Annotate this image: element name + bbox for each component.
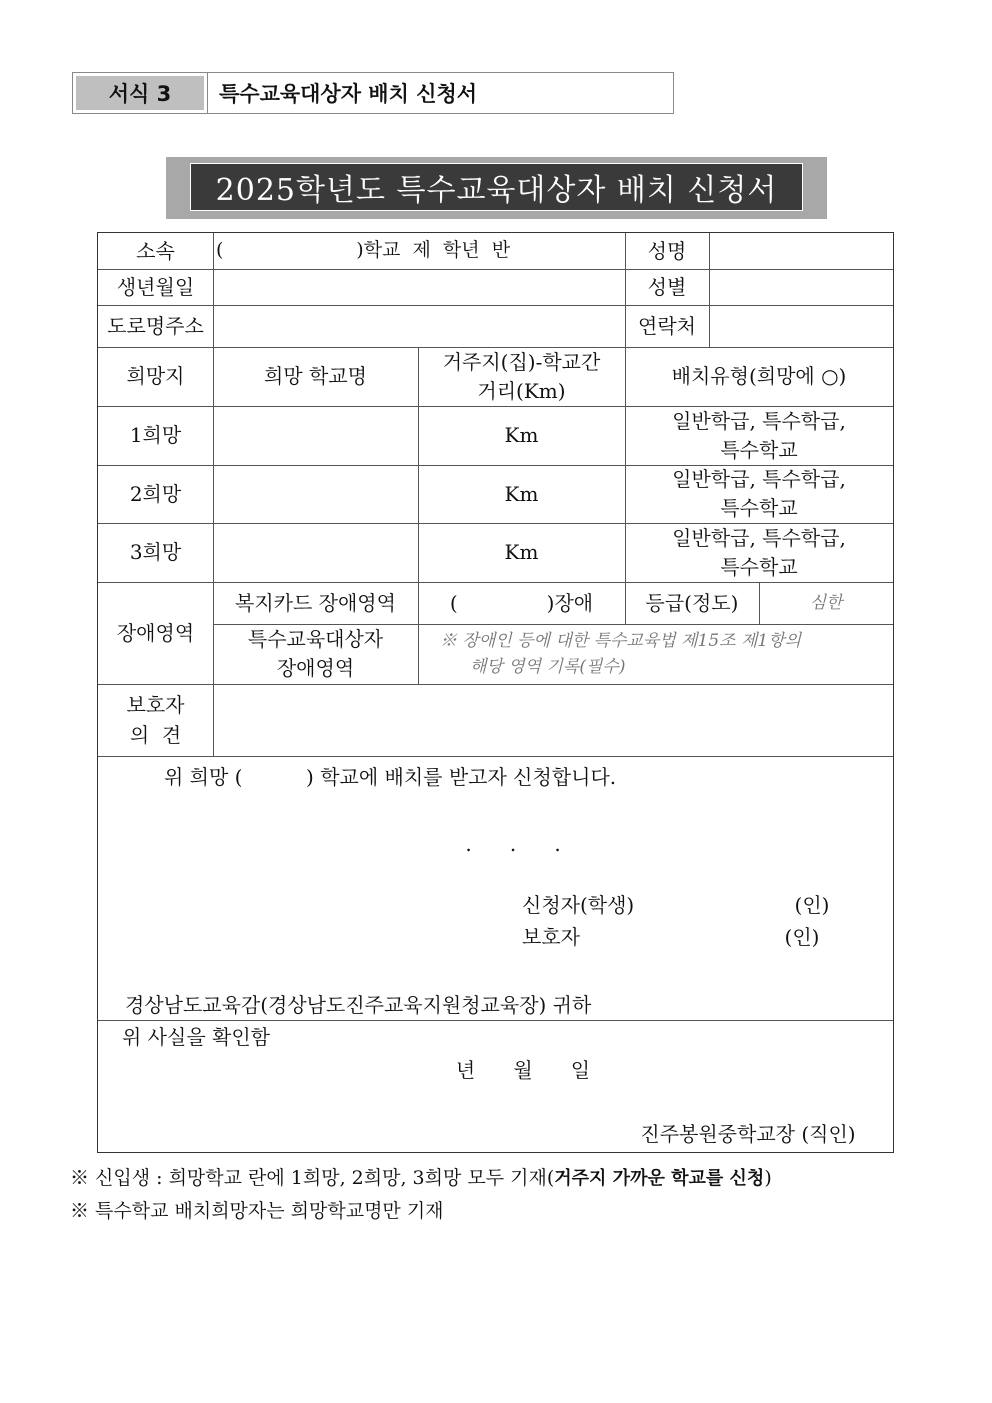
gender-field[interactable] xyxy=(709,269,893,305)
choice-1-school-field[interactable] xyxy=(213,406,418,465)
form-number-header xyxy=(72,72,674,114)
special-ed-note-line2: 해당 영역 기록(필수) xyxy=(470,657,626,677)
confirm-signer: 진주봉원중학교장 (직인) xyxy=(640,1121,856,1146)
special-ed-label-line2: 장애영역 xyxy=(276,656,355,680)
footnote-2: ※ 특수학교 배치희망자는 희망학교명만 기재 xyxy=(70,1200,444,1222)
footnote-1-suffix: ) xyxy=(764,1167,772,1189)
form-header-title: 특수교육대상자 배치 신청서 xyxy=(219,82,478,106)
address-field[interactable] xyxy=(213,305,625,347)
choice-1-label: 1희망 xyxy=(129,423,182,447)
form-number: 서식 3 xyxy=(73,73,207,113)
affiliation-field[interactable]: ( )학교 제 학년 반 xyxy=(216,239,511,262)
choice-3-type-line2: 특수학교 xyxy=(720,554,798,579)
choice-1-distance-field[interactable]: Km xyxy=(504,423,539,447)
choice-2-school-field[interactable] xyxy=(213,465,418,523)
contact-label: 연락처 xyxy=(638,313,696,338)
choice-3-type-line1: 일반학급, 특수학급, xyxy=(672,525,846,550)
placement-type-header: 배치유형(희망에 ○) xyxy=(671,364,847,388)
name-label: 성명 xyxy=(647,238,687,263)
special-ed-label-line1: 특수교육대상자 xyxy=(247,627,384,651)
guardian-seal[interactable]: (인) xyxy=(784,924,820,949)
grade-field[interactable]: 심한 xyxy=(809,592,843,613)
choice-2-type-line2: 특수학교 xyxy=(720,496,798,520)
addressee: 경상남도교육감(경상남도진주교육지원청교육장) 귀하 xyxy=(125,992,592,1017)
guardian-opinion-line1: 보호자 xyxy=(126,693,185,717)
affiliation-label: 소속 xyxy=(136,238,175,263)
guardian-opinion-field[interactable] xyxy=(213,684,893,756)
special-ed-label xyxy=(213,624,418,684)
page-title: 2025학년도 특수교육대상자 배치 신청서 xyxy=(190,163,803,211)
application-statement: 위 희망 ( ) 학교에 배치를 받고자 신청합니다. xyxy=(164,764,617,789)
birthdate-label: 생년월일 xyxy=(116,274,195,299)
special-ed-field[interactable] xyxy=(418,624,893,684)
distance-header-line2: 거리(Km) xyxy=(477,378,566,403)
choice-3-distance-field[interactable]: Km xyxy=(504,540,539,564)
choice-2-distance-field[interactable]: Km xyxy=(504,481,539,506)
choice-1-type-line1: 일반학급, 특수학급, xyxy=(672,408,846,433)
grade-label: 등급(정도) xyxy=(645,590,739,615)
guardian-label: 보호자 xyxy=(522,924,580,949)
guardian-opinion-line2: 의 견 xyxy=(129,723,182,747)
choice-2-label: 2희망 xyxy=(129,481,182,506)
address-label: 도로명주소 xyxy=(107,313,204,338)
confirm-date[interactable]: 년 월 일 xyxy=(455,1057,591,1082)
preference-header: 희망지 xyxy=(126,364,185,388)
footnote-1-bold: 거주지 가까운 학교를 신청 xyxy=(554,1168,765,1189)
applicant-label: 신청자(학생) xyxy=(522,892,635,917)
disability-label: 장애영역 xyxy=(116,620,195,645)
choice-3-placement-type[interactable] xyxy=(625,523,893,582)
contact-field[interactable] xyxy=(709,305,893,347)
footnote-1 xyxy=(70,1163,772,1190)
distance-header xyxy=(418,347,625,406)
application-form xyxy=(97,232,894,1153)
distance-header-line1: 거주지(집)-학교간 xyxy=(442,349,601,374)
application-date[interactable]: . . . xyxy=(465,831,561,856)
gender-label: 성별 xyxy=(647,274,687,299)
applicant-seal[interactable]: (인) xyxy=(794,892,830,917)
confirm-statement: 위 사실을 확인함 xyxy=(122,1024,270,1049)
school-name-header: 희망 학교명 xyxy=(264,364,367,388)
choice-1-type-line2: 특수학교 xyxy=(720,437,798,462)
welfare-card-field[interactable]: ( )장애 xyxy=(449,590,594,615)
choice-3-school-field[interactable] xyxy=(213,523,418,582)
welfare-card-label: 복지카드 장애영역 xyxy=(235,590,396,615)
title-banner xyxy=(166,157,827,219)
guardian-opinion-label xyxy=(98,684,213,756)
footnote-1-prefix: ※ 신입생 : 희망학교 란에 1희망, 2희망, 3희망 모두 기재( xyxy=(70,1167,555,1189)
choice-2-placement-type[interactable] xyxy=(625,465,893,523)
name-field[interactable] xyxy=(709,233,893,269)
choice-2-type-line1: 일반학급, 특수학급, xyxy=(672,467,846,491)
choice-3-label: 3희망 xyxy=(129,540,182,564)
special-ed-note-line1: ※ 장애인 등에 대한 특수교육법 제15조 제1항의 xyxy=(440,630,802,651)
birthdate-field[interactable] xyxy=(213,269,625,305)
choice-1-placement-type[interactable] xyxy=(625,406,893,465)
